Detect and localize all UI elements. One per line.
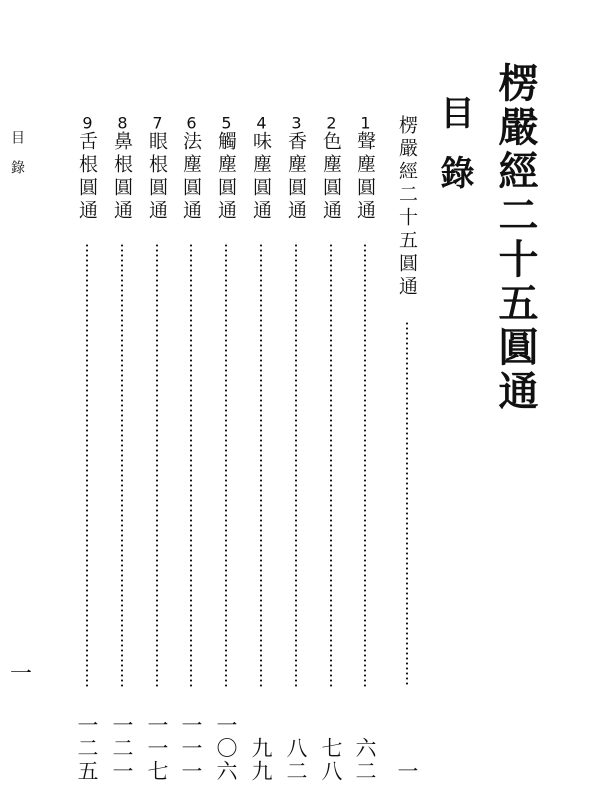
- toc-leader-dots: [121, 243, 123, 687]
- toc-entry-label: 9舌根圓通: [76, 115, 98, 223]
- toc-entry-label: 8鼻根圓通: [111, 115, 133, 223]
- book-title: 楞嚴經二十五圓通: [492, 62, 539, 414]
- toc-entry[interactable]: [352, 115, 378, 783]
- toc-entry-label: 4味塵圓通: [250, 115, 272, 223]
- toc-page-number: 一〇六: [214, 714, 238, 783]
- toc-page-number: 八二: [284, 737, 308, 783]
- toc-page-number: 一二一: [110, 714, 134, 783]
- toc-entry[interactable]: [178, 115, 204, 783]
- toc-entry-label: 2色塵圓通: [320, 115, 342, 223]
- toc-entry-label: 1聲塵圓通: [354, 115, 376, 223]
- toc-page-number: 七八: [319, 737, 343, 783]
- toc-entry[interactable]: [74, 115, 100, 783]
- toc-entry[interactable]: [144, 115, 170, 783]
- toc-leader-dots: [86, 243, 88, 687]
- toc-entry-label: 6法塵圓通: [180, 115, 202, 223]
- toc-leader-dots: [156, 243, 158, 687]
- toc-leader-dots: [364, 243, 366, 687]
- toc-leader-dots: [406, 321, 408, 687]
- toc-entry[interactable]: [283, 115, 309, 783]
- toc-page-number: 九九: [249, 737, 273, 783]
- toc-entry-label: 楞嚴經二十五圓通: [396, 115, 418, 299]
- page-folio: 一: [10, 662, 33, 687]
- toc-entry[interactable]: [318, 115, 344, 783]
- toc-entry[interactable]: [213, 115, 239, 783]
- toc-leader-dots: [295, 243, 297, 687]
- toc-page-number: 一: [395, 760, 419, 783]
- running-header: 目錄: [9, 130, 25, 190]
- contents-heading: 目錄: [434, 95, 474, 215]
- toc-entry[interactable]: [394, 115, 420, 783]
- toc-leader-dots: [260, 243, 262, 687]
- toc-entry-label: 7眼根圓通: [146, 115, 168, 223]
- toc-page-number: 六二: [353, 737, 377, 783]
- toc-entry-label: 3香塵圓通: [285, 115, 307, 223]
- toc-leader-dots: [190, 243, 192, 687]
- toc-leader-dots: [225, 243, 227, 687]
- toc-page-number: 一一一: [179, 714, 203, 783]
- toc-page-number: 一一七: [145, 714, 169, 783]
- toc-leader-dots: [330, 243, 332, 687]
- toc-entry-label: 5觸塵圓通: [215, 115, 237, 223]
- toc-entry[interactable]: [109, 115, 135, 783]
- toc-page-number: 一二五: [75, 714, 99, 783]
- toc-entry[interactable]: [248, 115, 274, 783]
